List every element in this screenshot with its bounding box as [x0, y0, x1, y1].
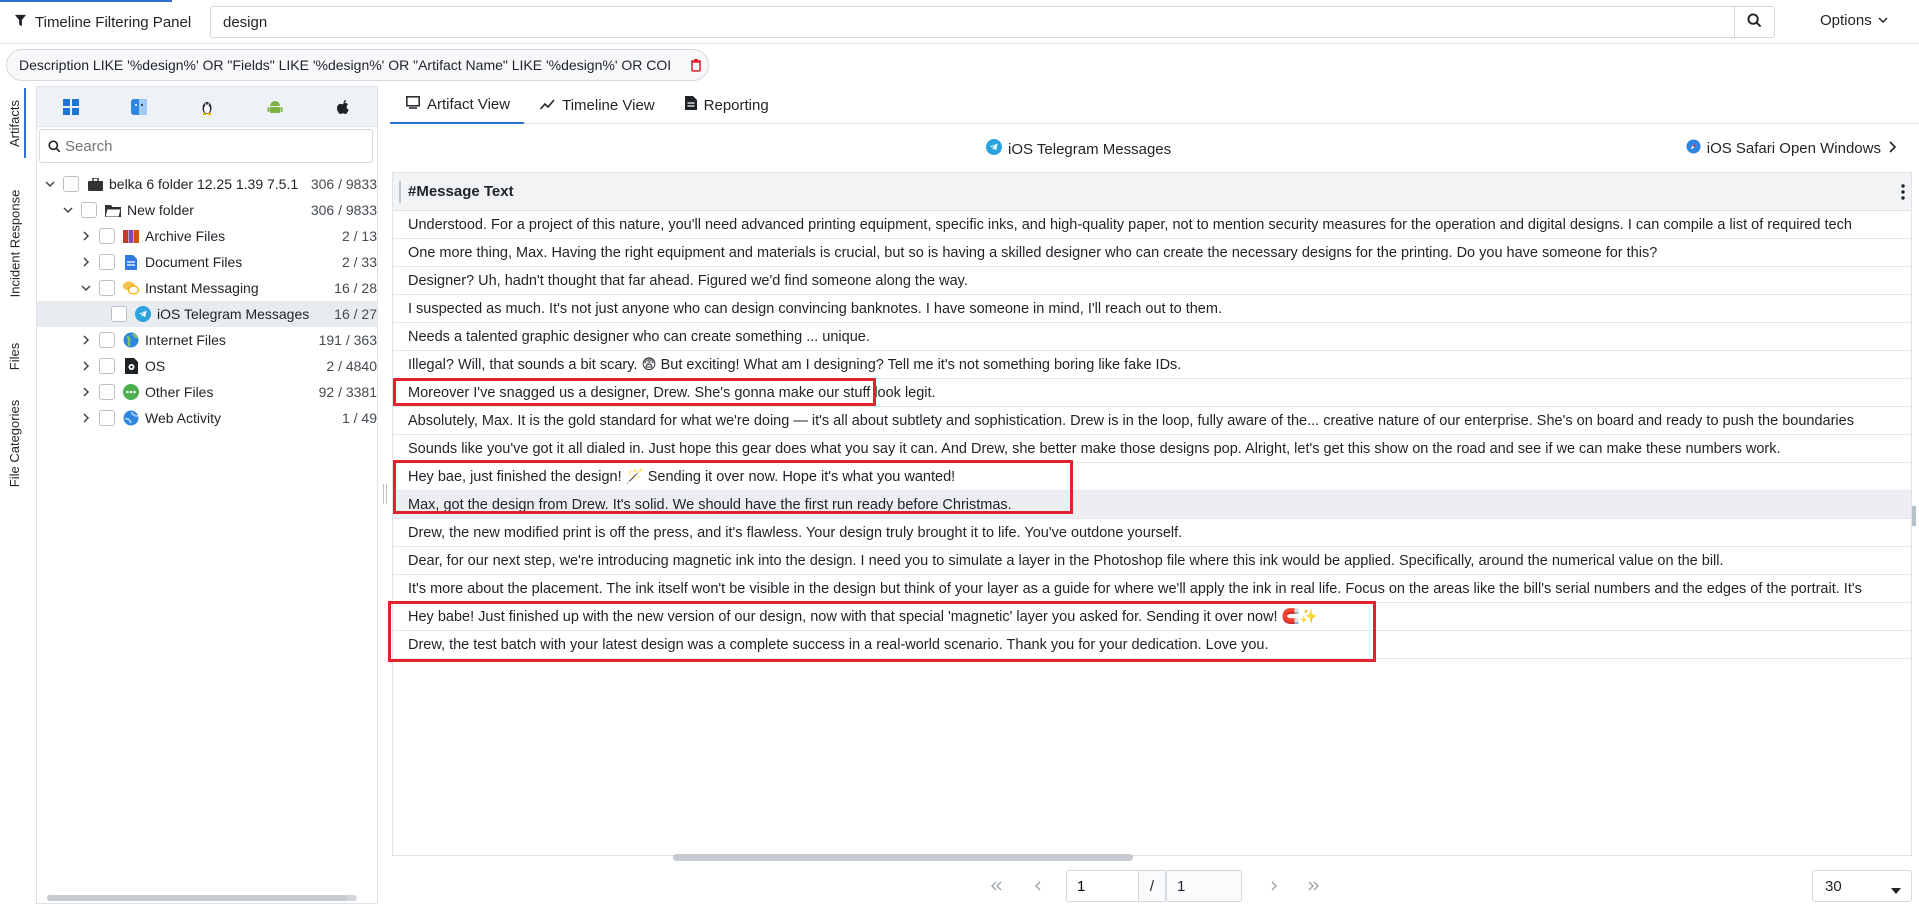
globe-icon [123, 332, 139, 348]
caret-down-icon [1891, 882, 1901, 899]
column-header-message-text[interactable] [393, 173, 1912, 211]
trash-icon[interactable] [686, 55, 706, 75]
top-bar [0, 0, 1919, 44]
options-menu[interactable] [1820, 12, 1888, 29]
tree-item-archive-files[interactable] [37, 223, 377, 249]
chevron-right-icon[interactable] [79, 411, 93, 425]
dots-icon [123, 384, 139, 400]
tree-item-count: 16 / 27 [334, 306, 377, 322]
tree-checkbox[interactable] [99, 384, 115, 400]
next-page-icon[interactable] [1264, 876, 1284, 896]
table-row[interactable] [393, 519, 1912, 547]
vtab-file-categories[interactable] [4, 388, 26, 498]
cell-message-text: Sounds like you've got it all dialed in. Just hope this gear does what you say it can. And Drew, she better make those designs pop. Alright, let's get this show on the road and see if we can make these numbers work. [408, 440, 1781, 457]
tree-item-case[interactable] [37, 171, 377, 197]
cell-message-text: Understood. For a project of this nature, you'll need advanced printing equipment, specific inks, and high-quality paper, not to mention security measures for the operation and digital designs. I can compile a list of required tech [408, 216, 1852, 233]
pagination [390, 868, 1919, 904]
cell-message-text: Absolutely, Max. It is the gold standard for what we're doing — it's all about subtlety and sophistication. Drew is in the loop, fully aware of the... creative nature of our enterprise. She's on board and ready to push the boundaries [408, 412, 1854, 429]
tree-item-count: 2 / 33 [341, 254, 377, 270]
tree-item-count: 306 / 9833 [310, 176, 377, 192]
windows-icon[interactable] [37, 87, 105, 126]
tree-item-label: Archive Files [145, 228, 226, 244]
tree-item-label: Web Activity [145, 410, 221, 426]
tree-item-label: iOS Telegram Messages [157, 306, 310, 322]
tree-item-count: 16 / 28 [334, 280, 377, 296]
main-search-input[interactable] [211, 7, 1734, 37]
tree-search-box [39, 129, 373, 163]
next-artifact-button[interactable] [1686, 139, 1897, 158]
table-row[interactable] [393, 351, 1912, 379]
tree-search-input[interactable] [61, 131, 372, 161]
tree-checkbox[interactable] [99, 228, 115, 244]
tab-label: Timeline View [562, 96, 655, 114]
vtab-incident-response[interactable] [4, 178, 26, 308]
tree-item-instant-messaging[interactable] [37, 275, 377, 301]
column-menu-icon[interactable] [1897, 182, 1909, 202]
monitor-icon [406, 96, 420, 113]
options-label: Options [1820, 12, 1872, 29]
archive-icon [123, 228, 139, 244]
linux-icon[interactable] [173, 87, 241, 126]
vtab-incident-response-label: Incident Response [7, 189, 23, 297]
telegram-icon [986, 139, 1002, 159]
page-separator-text: / [1149, 877, 1155, 895]
panel-splitter[interactable] [383, 484, 387, 504]
chevron-right-icon[interactable] [79, 385, 93, 399]
tree-item-label: OS [145, 358, 166, 374]
tab-label: Reporting [703, 96, 769, 114]
last-page-icon[interactable] [1304, 876, 1324, 896]
view-tabs [390, 86, 1919, 124]
current-artifact-label: iOS Telegram Messages [1008, 140, 1172, 158]
vtab-artifacts[interactable] [4, 88, 26, 158]
telegram-icon [135, 306, 151, 322]
tree-checkbox[interactable] [99, 332, 115, 348]
safari-icon [1686, 139, 1701, 158]
first-page-icon[interactable] [986, 876, 1006, 896]
tree-item-label: New folder [127, 202, 194, 218]
table-row[interactable] [393, 407, 1912, 435]
main-area [390, 86, 1919, 904]
apple-icon[interactable] [309, 87, 377, 126]
tree-item-os[interactable] [37, 353, 377, 379]
cell-message-text: Needs a talented graphic designer who can create something ... unique. [408, 328, 870, 345]
table-row[interactable] [393, 323, 1912, 351]
finder-icon[interactable] [105, 87, 173, 126]
tree-item-other-files[interactable] [37, 379, 377, 405]
android-icon[interactable] [241, 87, 309, 126]
tree-item-count: 1 / 49 [341, 410, 377, 426]
search-icon [1747, 13, 1762, 31]
trend-icon [540, 97, 555, 114]
tree-checkbox[interactable] [99, 410, 115, 426]
chevron-right-icon[interactable] [79, 359, 93, 373]
tree-checkbox[interactable] [111, 306, 127, 322]
tree-item-ios-telegram-messages[interactable] [37, 301, 377, 327]
filter-icon [14, 14, 27, 31]
cell-message-text: Moreover I've snagged us a designer, Drew. She's gonna make our stuff look legit. [408, 384, 936, 401]
tree-item-count: 191 / 363 [318, 332, 377, 348]
cell-message-text: It's more about the placement. The ink itself won't be visible in the design but think of your layer as a guide for where we'll apply the ink in real life. Focus on the areas like the bill's serial numbers and the edges of the portrait. It's [408, 580, 1862, 597]
tree-item-count: 2 / 13 [341, 228, 377, 244]
tree-item-label: Other Files [145, 384, 214, 400]
cell-message-text: Dear, for our next step, we're introducing magnetic ink into the design. I need you to simulate a layer in the Photoshop file where this ink would be applied. Specifically, around the numerical value on the bill. [408, 552, 1724, 569]
chevron-down-icon [1878, 12, 1888, 29]
vtab-artifacts-label: Artifacts [6, 99, 22, 147]
search-button[interactable] [1734, 7, 1774, 37]
chat-icon [123, 280, 139, 296]
vtab-files-label: Files [7, 342, 23, 370]
message-grid [392, 172, 1912, 856]
column-resize-handle[interactable] [399, 181, 401, 203]
table-row[interactable] [393, 463, 1912, 491]
chevron-right-icon [1887, 140, 1897, 157]
table-row[interactable] [393, 603, 1912, 631]
table-row[interactable] [393, 547, 1912, 575]
table-row[interactable] [393, 211, 1912, 239]
cell-message-text: Hey babe! Just finished up with the new version of our design, now with that special 'magnetic' layer you asked for. Sending it over now! 🧲✨ [408, 609, 1318, 625]
cell-message-text: Drew, the test batch with your latest design was a complete success in a real-world scenario. Thank you for your dedication. Love you. [408, 636, 1269, 653]
tab-reporting[interactable] [669, 86, 783, 124]
vtab-file-categories-label: File Categories [7, 399, 23, 487]
tree-item-label: Document Files [145, 254, 243, 270]
tree-checkbox[interactable] [81, 202, 97, 218]
table-row[interactable] [393, 295, 1912, 323]
tree-checkbox[interactable] [99, 280, 115, 296]
cell-message-text: Max, got the design from Drew. It's solid. We should have the first run ready before Christmas. [408, 496, 1012, 513]
tree-item-internet-files[interactable] [37, 327, 377, 353]
page-number-input[interactable] [1077, 878, 1137, 895]
scrollbar-thumb[interactable] [47, 895, 347, 901]
page-size-value: 30 [1825, 877, 1842, 895]
total-pages-field [1166, 870, 1242, 902]
chevron-right-icon[interactable] [79, 229, 93, 243]
tree-item-label: Instant Messaging [145, 280, 259, 296]
filter-chip-text: Description LIKE '%design%' OR "Fields" LIKE '%design%' OR "Artifact Name" LIKE '%design%' OR COI [19, 57, 672, 73]
tab-label: Artifact View [427, 95, 511, 113]
os-icon [123, 358, 139, 374]
chevron-down-icon[interactable] [79, 281, 93, 295]
chevron-down-icon[interactable] [61, 203, 75, 217]
artifact-navigation-bar [390, 124, 1919, 170]
chevron-right-icon[interactable] [79, 333, 93, 347]
tree-horizontal-scrollbar[interactable] [47, 895, 357, 901]
table-row[interactable] [393, 267, 1912, 295]
vertical-tabs [0, 88, 30, 904]
os-filter-bar [37, 87, 377, 127]
tree-checkbox[interactable] [99, 254, 115, 270]
grid-rows [393, 211, 1912, 659]
cell-message-text: Drew, the new modified print is off the press, and it's flawless. Your design truly brought it to life. You've outdone yourself. [408, 524, 1183, 541]
briefcase-icon [87, 176, 103, 192]
chevron-right-icon[interactable] [79, 255, 93, 269]
tab-timeline-view[interactable] [524, 86, 669, 124]
cell-message-text: Illegal? Will, that sounds a bit scary. 😨 But exciting! What am I designing? Tell me it's not something boring like fake IDs. [408, 356, 1182, 373]
cell-message-text: Designer? Uh, hadn't thought that far ahead. Figured we'd find someone along the way. [408, 272, 968, 289]
tab-artifact-view[interactable] [390, 86, 524, 124]
tree-item-label: Internet Files [145, 332, 226, 348]
panel-title-label: Timeline Filtering Panel [35, 13, 192, 31]
current-artifact-title [986, 139, 1171, 159]
artifact-tree [37, 171, 377, 431]
tree-item-web-activity[interactable] [37, 405, 377, 431]
page-number-field[interactable] [1066, 870, 1144, 902]
tree-item-count: 2 / 4840 [326, 358, 377, 374]
grid-vertical-scrollbar[interactable] [1912, 506, 1916, 526]
next-artifact-label: iOS Safari Open Windows [1706, 140, 1881, 157]
column-header-label: #Message Text [408, 183, 514, 200]
filter-chip[interactable] [6, 49, 709, 81]
search-icon [48, 140, 61, 153]
table-row[interactable] [393, 379, 1912, 407]
tree-item-count: 306 / 9833 [310, 202, 377, 218]
top-accent-line [0, 0, 172, 2]
document-icon [123, 254, 139, 270]
web-icon [123, 410, 139, 426]
timeline-filtering-panel-button[interactable] [14, 12, 191, 32]
chevron-down-icon[interactable] [43, 177, 57, 191]
grid-horizontal-scrollbar[interactable] [673, 854, 1133, 861]
vtab-files[interactable] [4, 326, 26, 386]
folder-icon [105, 202, 121, 218]
table-row[interactable] [393, 239, 1912, 267]
cell-message-text: I suspected as much. It's not just anyone who can design convincing banknotes. I have someone in mind, I'll reach out to them. [408, 300, 1222, 317]
tree-item-new-folder[interactable] [37, 197, 377, 223]
table-row[interactable] [393, 631, 1912, 659]
page-size-select[interactable] [1812, 870, 1912, 902]
report-icon [685, 96, 697, 114]
tree-checkbox[interactable] [99, 358, 115, 374]
tree-checkbox[interactable] [63, 176, 79, 192]
tree-item-document-files[interactable] [37, 249, 377, 275]
artifacts-panel [36, 86, 378, 904]
table-row[interactable] [393, 435, 1912, 463]
cell-message-text: One more thing, Max. Having the right equipment and materials is crucial, but so is having a skilled designer who can create the necessary designs for the printing. Do you have someone for this? [408, 244, 1658, 261]
page-separator [1138, 870, 1166, 902]
previous-page-icon[interactable] [1028, 876, 1048, 896]
cell-message-text: Hey bae, just finished the design! 🪄 Sending it over now. Hope it's what you wanted! [408, 469, 956, 485]
table-row[interactable] [393, 575, 1912, 603]
tree-item-label: belka 6 folder 12.25 1.39 7.5.1 [109, 176, 299, 192]
table-row-selected[interactable] [393, 491, 1912, 519]
total-pages-value: 1 [1177, 877, 1186, 895]
tree-item-count: 92 / 3381 [318, 384, 377, 400]
main-search-box [210, 6, 1775, 38]
